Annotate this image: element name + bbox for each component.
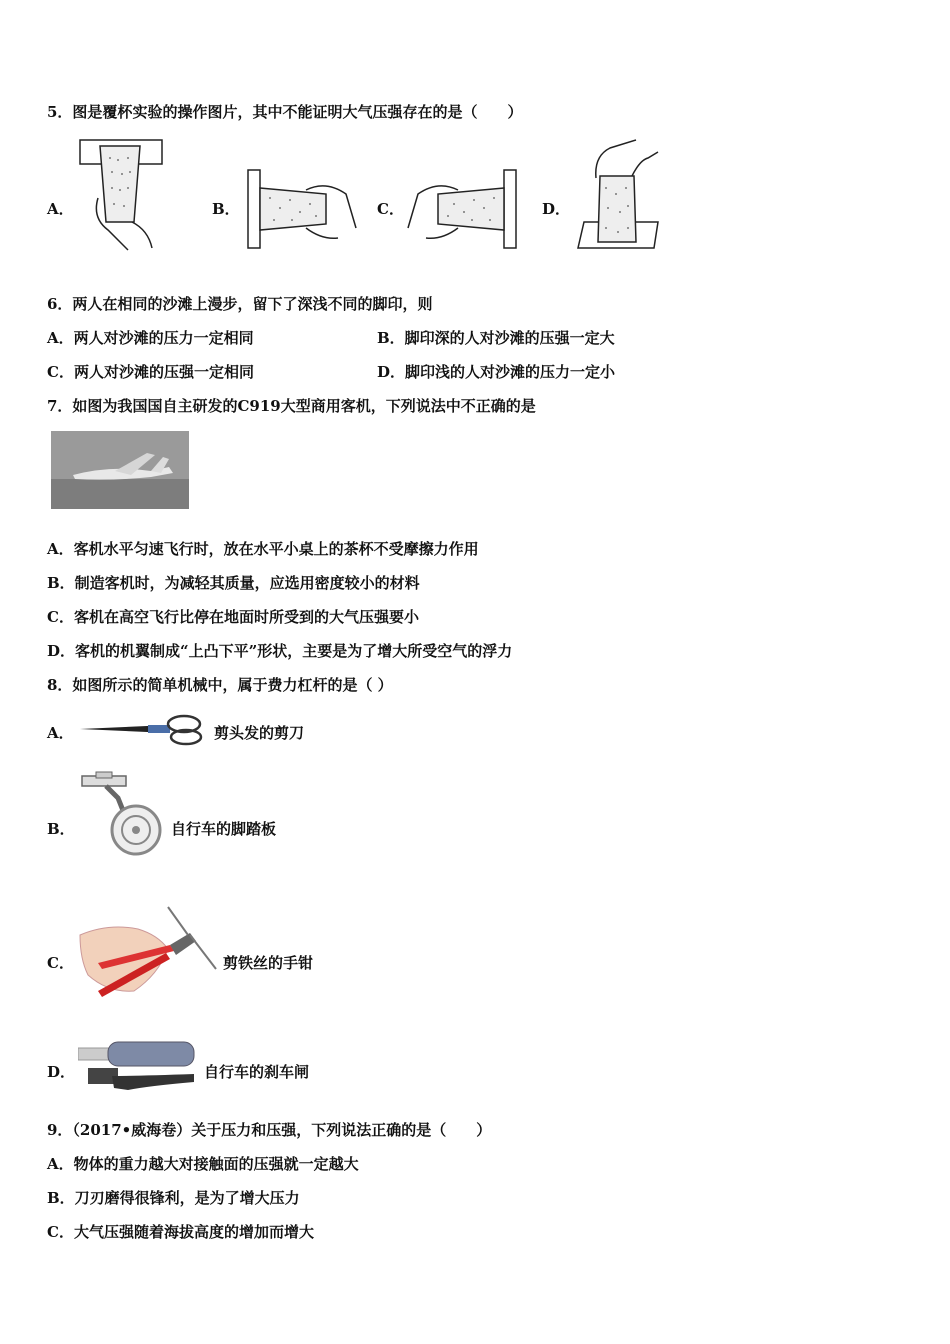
c919-aircraft-photo	[51, 431, 189, 509]
q6-option-a: A．两人对沙滩的压力一定相同	[47, 329, 254, 347]
q9-option-c: C．大气压强随着海拔高度的增加而增大	[47, 1223, 314, 1241]
q5-option-b-label: B．	[212, 200, 240, 218]
q9-stem: 9．（2017•威海卷）关于压力和压强，下列说法正确的是（ ）	[47, 1121, 492, 1139]
q9-option-a: A．物体的重力越大对接触面的压强就一定越大	[47, 1155, 359, 1173]
q8-option-c-label: C．	[47, 954, 74, 972]
cup-experiment-c-image	[406, 168, 518, 250]
q8-option-a-label: A．	[47, 724, 74, 742]
q7-option-b: B．制造客机时，为减轻其质量，应选用密度较小的材料	[47, 574, 420, 592]
cup-experiment-d-image	[576, 136, 662, 252]
q5-stem: 5．图是覆杯实验的操作图片，其中不能证明大气压强存在的是（ ）	[47, 103, 523, 121]
bicycle-brake-lever-image	[78, 1040, 200, 1098]
q8-option-b-caption: 自行车的脚踏板	[171, 820, 277, 838]
q5-option-d-label: D．	[542, 200, 571, 218]
q8-stem: 8．如图所示的简单机械中，属于费力杠杆的是（ ）	[47, 676, 393, 694]
q5-option-a-label: A．	[47, 200, 74, 218]
hair-scissors-image	[78, 713, 210, 747]
q6-stem: 6．两人在相同的沙滩上漫步，留下了深浅不同的脚印，则	[47, 295, 433, 313]
cup-experiment-a-image	[78, 138, 166, 256]
q5-option-c-label: C．	[377, 200, 404, 218]
q8-option-d-label: D．	[47, 1063, 76, 1081]
q7-option-a: A．客机水平匀速飞行时，放在水平小桌上的茶杯不受摩擦力作用	[47, 540, 479, 558]
q6-option-d: D．脚印浅的人对沙滩的压力一定小	[377, 363, 616, 381]
q8-option-a-caption: 剪头发的剪刀	[214, 724, 305, 742]
bicycle-pedal-image	[78, 770, 168, 862]
q7-option-c: C．客机在高空飞行比停在地面时所受到的大气压强要小	[47, 608, 419, 626]
q8-option-c-caption: 剪铁丝的手钳	[223, 954, 314, 972]
wire-pliers-image	[78, 905, 220, 997]
q9-option-b: B．刀刃磨得很锋利，是为了增大压力	[47, 1189, 300, 1207]
q6-option-c: C．两人对沙滩的压强一定相同	[47, 363, 254, 381]
q6-option-b: B．脚印深的人对沙滩的压强一定大	[377, 329, 615, 347]
q8-option-b-label: B．	[47, 820, 75, 838]
q8-option-d-caption: 自行车的刹车闸	[204, 1063, 310, 1081]
cup-experiment-b-image	[246, 168, 358, 250]
q7-stem: 7．如图为我国国自主研发的C919大型商用客机，下列说法中不正确的是	[47, 397, 536, 415]
q7-option-d: D．客机的机翼制成“上凸下平”形状，主要是为了增大所受空气的浮力	[47, 642, 513, 660]
